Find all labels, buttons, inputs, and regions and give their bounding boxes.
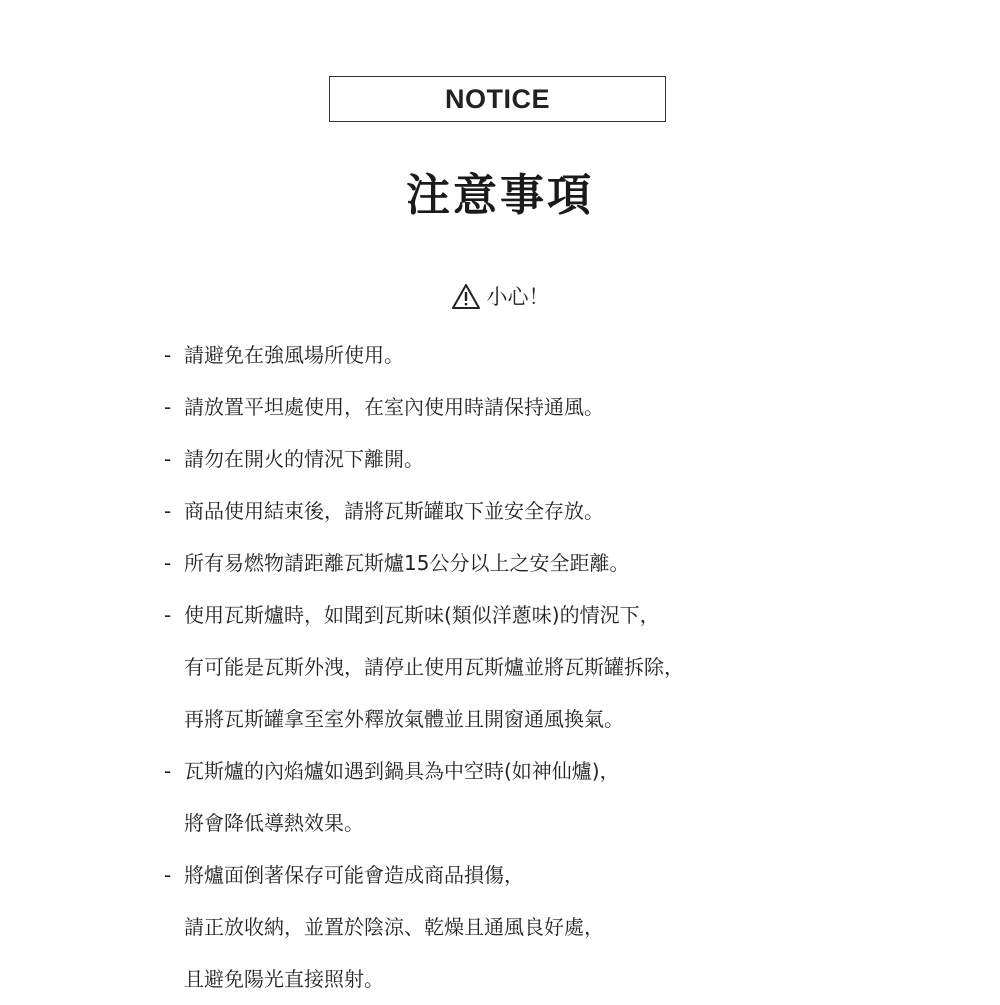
note-text: 請正放收納，並置於陰涼、乾燥且通風良好處， — [184, 915, 604, 939]
note-text: 所有易燃物請距離瓦斯爐15公分以上之安全距離。 — [184, 551, 630, 575]
note-line — [164, 745, 964, 797]
note-bullet: - — [164, 551, 172, 575]
note-text: 商品使用結束後，請將瓦斯罐取下並安全存放。 — [184, 499, 604, 523]
note-line — [164, 641, 964, 693]
note-bullet: - — [164, 863, 172, 887]
note-text: 瓦斯爐的內焰爐如遇到鍋具為中空時(如神仙爐)， — [184, 759, 620, 783]
note-text: 將會降低導熱效果。 — [184, 811, 364, 835]
notice-label: NOTICE — [444, 83, 550, 114]
note-line — [164, 381, 964, 433]
note-text: 有可能是瓦斯外洩，請停止使用瓦斯爐並將瓦斯罐拆除， — [184, 655, 684, 679]
note-line — [164, 797, 964, 849]
notes-list — [164, 329, 964, 1005]
note-bullet: - — [164, 343, 172, 367]
warning-triangle-icon — [451, 283, 481, 310]
note-text: 請避免在強風場所使用。 — [184, 343, 404, 367]
note-line — [164, 849, 964, 901]
note-bullet: - — [164, 759, 172, 783]
note-bullet: - — [164, 447, 172, 471]
note-bullet: - — [164, 395, 172, 419]
note-line — [164, 537, 964, 589]
note-text: 將爐面倒著保存可能會造成商品損傷， — [184, 863, 524, 887]
page-title: 注意事項 — [406, 170, 594, 221]
note-line — [164, 589, 964, 641]
note-line — [164, 693, 964, 745]
note-bullet: - — [164, 603, 172, 627]
note-text: 請勿在開火的情況下離開。 — [184, 447, 424, 471]
note-text: 且避免陽光直接照射。 — [184, 967, 384, 991]
note-line — [164, 329, 964, 381]
caution-label: 小心！ — [486, 285, 550, 309]
note-text: 再將瓦斯罐拿至室外釋放氣體並且開窗通風換氣。 — [184, 707, 624, 731]
caution-heading — [0, 280, 1000, 312]
note-line — [164, 433, 964, 485]
note-text: 請放置平坦處使用，在室內使用時請保持通風。 — [184, 395, 604, 419]
note-line — [164, 953, 964, 1005]
note-line — [164, 485, 964, 537]
note-text: 使用瓦斯爐時，如聞到瓦斯味(類似洋蔥味)的情況下， — [184, 603, 660, 627]
notice-label-box — [329, 76, 666, 122]
note-line — [164, 901, 964, 953]
note-bullet: - — [164, 499, 172, 523]
